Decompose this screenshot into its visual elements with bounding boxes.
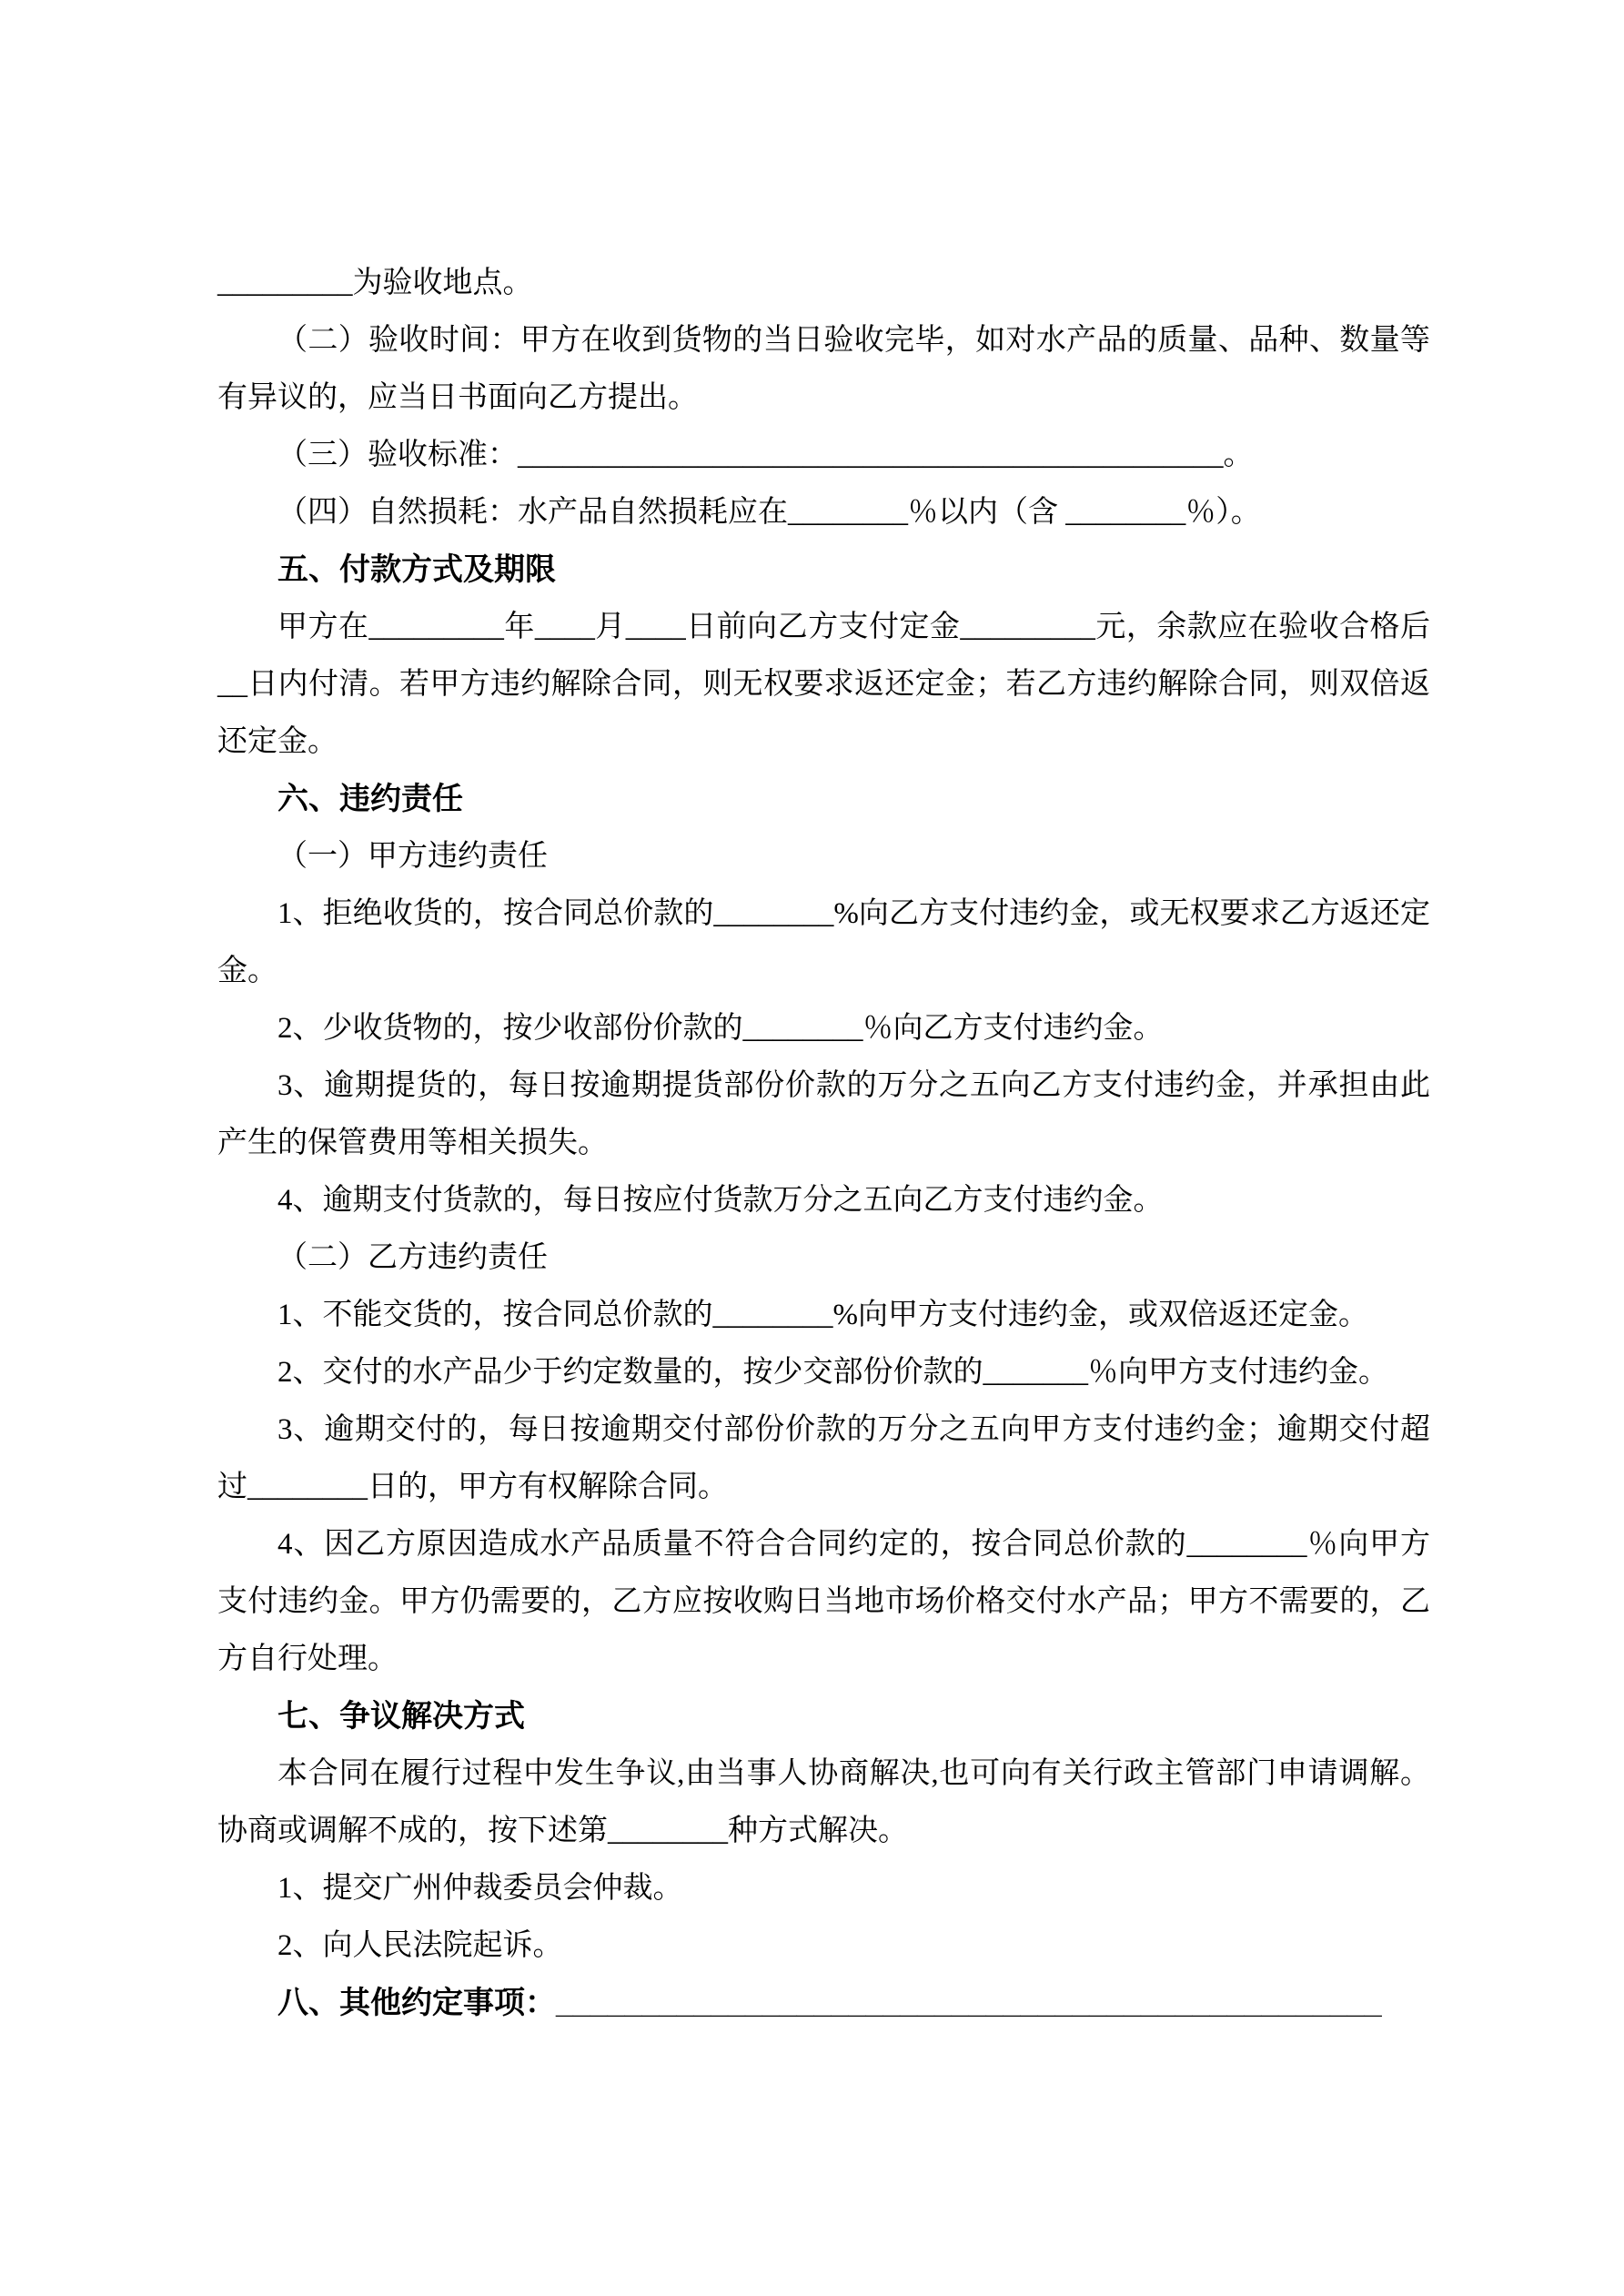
document-body	[217, 255, 1430, 2032]
paragraph: 1、不能交货的，按合同总价款的________%向甲方支付违约金，或双倍返还定金。	[277, 1299, 1368, 1331]
section-heading: 八、其他约定事项：________________________________________________	[277, 1986, 1382, 2020]
paragraph: 4、逾期支付货款的，每日按应付货款万分之五向乙方支付违约金。	[277, 1184, 1164, 1217]
paragraph: 4、因乙方原因造成水产品质量不符合合同约定的，按合同总价款的________％向甲方支付违约金。甲方仍需要的，乙方应按收购日当地市场价格交付水产品；甲方不需要的，乙方自行处理。	[217, 1528, 1430, 1675]
paragraph: 1、提交广州仲裁委员会仲裁。	[277, 1872, 683, 1905]
paragraph: 1、拒绝收货的，按合同总价款的________%向乙方支付违约金，或无权要求乙方返还定金。	[217, 897, 1430, 987]
paragraph: 本合同在履行过程中发生争议,由当事人协商解决,也可向有关行政主管部门申请调解。协商或调解不成的，按下述第________种方式解决。	[217, 1757, 1430, 1847]
section-heading: 六、违约责任	[277, 782, 463, 816]
section-heading: 七、争议解决方式	[277, 1699, 525, 1734]
paragraph: _________为验收地点。	[217, 267, 533, 299]
paragraph: 2、向人民法院起诉。	[277, 1929, 563, 1962]
paragraph: （四）自然损耗：水产品自然损耗应在________％以内（含 ________％）。	[277, 496, 1261, 529]
paragraph: 3、逾期提货的，每日按逾期提货部份价款的万分之五向乙方支付违约金，并承担由此产生的保管费用等相关损失。	[217, 1069, 1430, 1159]
paragraph: （三）验收标准：_______________________________________________。	[277, 439, 1254, 471]
section-heading: 五、付款方式及期限	[277, 552, 556, 587]
paragraph: （二）验收时间：甲方在收到货物的当日验收完毕，如对水产品的质量、品种、数量等有异议的，应当日书面向乙方提出。	[217, 324, 1430, 414]
paragraph: 3、逾期交付的，每日按逾期交付部份价款的万分之五向甲方支付违约金；逾期交付超过________日的，甲方有权解除合同。	[217, 1413, 1430, 1503]
paragraph: （二）乙方违约责任	[277, 1241, 548, 1274]
paragraph: （一）甲方违约责任	[277, 840, 548, 873]
paragraph: 2、少收货物的，按少收部份价款的________％向乙方支付违约金。	[277, 1012, 1164, 1045]
paragraph: 甲方在_________年____月____日前向乙方支付定金_________元，余款应在验收合格后__日内付清。若甲方违约解除合同，则无权要求返还定金；若乙方违约解除合同，则双倍返还定金。	[217, 611, 1430, 758]
paragraph: 2、交付的水产品少于约定数量的，按少交部份价款的_______％向甲方支付违约金。	[277, 1356, 1388, 1389]
